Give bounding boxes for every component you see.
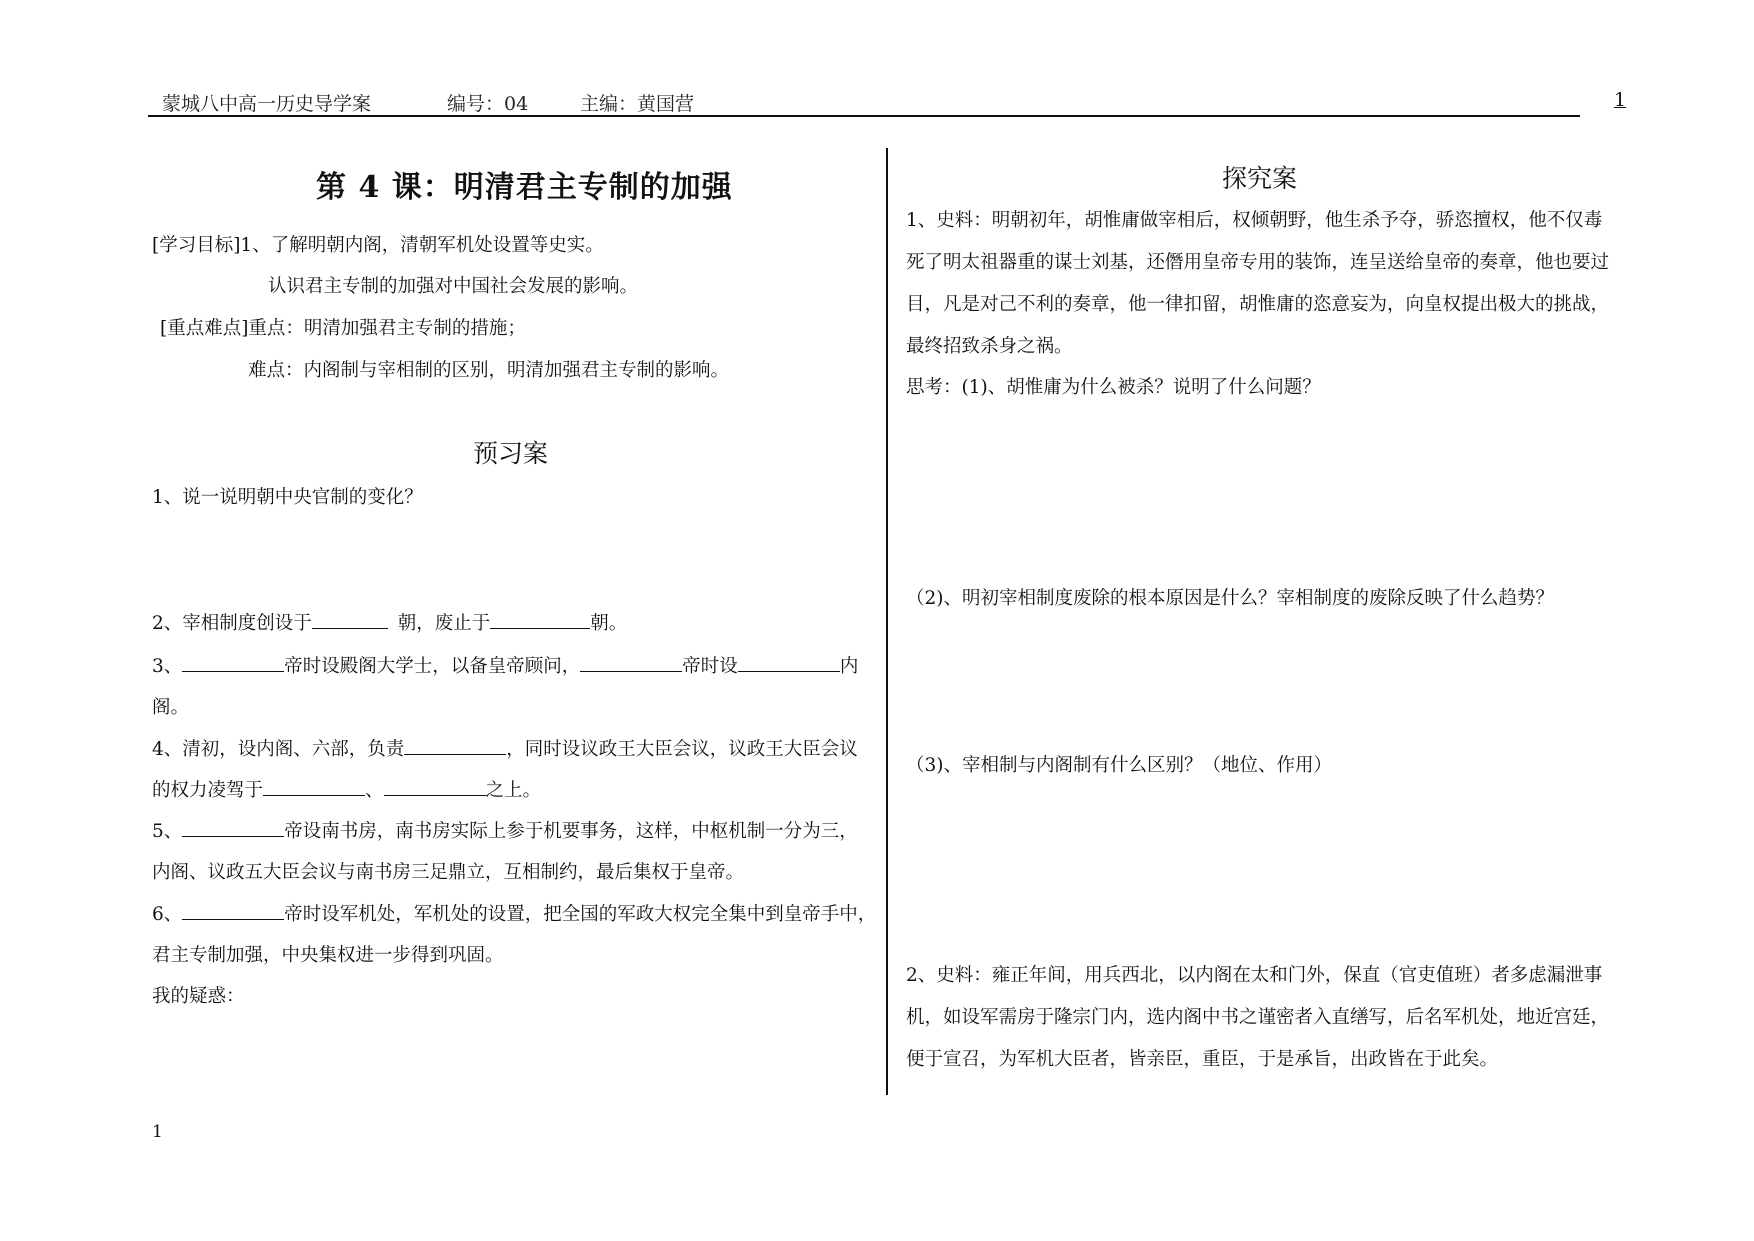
- source-1-line-1: 1、史料：明朝初年，胡惟庸做宰相后，权倾朝野，他生杀予夺，骄恣擅权，他不仅毒: [906, 210, 1603, 231]
- question-4: 4、清初，设内阁、六部，负责 ，同时设议政王大臣会议，议政王大臣会议: [152, 735, 858, 761]
- source-2-line-3: 便于宣召，为军机大臣者，皆亲臣，重臣，于是承旨，出政皆在于此矣。: [906, 1049, 1499, 1070]
- question-5: 5、 帝设南书房，南书房实际上参于机要事务，这样，中枢机制一分为三，: [152, 817, 858, 843]
- goals-line-1: [学习目标]1、了解明朝内阁，清朝军机处设置等史实。: [152, 235, 604, 256]
- header-rule: [148, 115, 1580, 117]
- fill-blank[interactable]: [182, 653, 284, 672]
- source-2-line-2: 机，如设军需房于隆宗门内，选内阁中书之谨密者入直缮写，后名军机处，地近宫廷，: [906, 1007, 1610, 1028]
- explore-section-title: 探究案: [1222, 164, 1298, 193]
- preview-section-title: 预习案: [473, 439, 549, 468]
- fill-blank[interactable]: [182, 901, 284, 920]
- header-school: 蒙城八中高一历史导学案: [162, 93, 372, 115]
- question-6: 6、 帝时设军机处，军机处的设置，把全国的军政大权完全集中到皇帝手中，: [152, 900, 876, 926]
- source-2-line-1: 2、史料：雍正年间，用兵西北，以内阁在太和门外，保直（官吏值班）者多虑漏泄事: [906, 965, 1603, 986]
- source-1-line-4: 最终招致杀身之祸。: [906, 336, 1073, 357]
- question-3-line-2: 阁。: [152, 697, 190, 718]
- key-points-line-1: [重点难点]重点：明清加强君主专制的措施；: [160, 318, 526, 339]
- my-doubts-label: 我的疑惑：: [152, 986, 245, 1007]
- column-divider: [886, 148, 888, 1095]
- source-1-line-3: 目，凡是对己不利的奏章，他一律扣留，胡惟庸的恣意妄为，向皇权提出极大的挑战，: [906, 294, 1610, 315]
- header-editor: 主编：黄国营: [580, 93, 695, 115]
- header-number: 编号：04: [447, 93, 529, 115]
- fill-blank[interactable]: [263, 777, 365, 796]
- question-3: 3、 帝时设殿阁大学士，以备皇帝顾问， 帝时设 内: [152, 652, 858, 678]
- question-4-line-2: 的权力凌驾于 、 之上。: [152, 776, 541, 802]
- think-question-1: 思考：(1)、胡惟庸为什么被杀？说明了什么问题？: [906, 377, 1321, 398]
- think-question-2: （2)、明初宰相制度废除的根本原因是什么？宰相制度的废除反映了什么趋势？: [906, 588, 1554, 609]
- fill-blank[interactable]: [580, 653, 682, 672]
- question-5-line-2: 内阁、议政五大臣会议与南书房三足鼎立，互相制约，最后集权于皇帝。: [152, 862, 745, 883]
- lesson-title: 第 4 课：明清君主专制的加强: [316, 170, 733, 205]
- footer-page-number: 1: [152, 1122, 163, 1142]
- fill-blank[interactable]: [490, 610, 590, 629]
- fill-blank[interactable]: [182, 818, 284, 837]
- source-1-line-2: 死了明太祖器重的谋士刘基，还僭用皇帝专用的装饰，连呈送给皇帝的奏章，他也要过: [906, 252, 1610, 273]
- think-question-3: （3)、宰相制与内阁制有什么区别？（地位、作用）: [906, 755, 1332, 776]
- header-page-number: 1: [1614, 89, 1627, 111]
- goals-line-2: 认识君主专制的加强对中国社会发展的影响。: [268, 276, 639, 297]
- fill-blank[interactable]: [312, 610, 388, 629]
- key-points-line-2: 难点：内阁制与宰相制的区别，明清加强君主专制的影响。: [248, 360, 730, 381]
- question-2: 2、宰相制度创设于 朝，废止于 朝。: [152, 609, 627, 635]
- question-6-line-2: 君主专制加强，中央集权进一步得到巩固。: [152, 945, 504, 966]
- fill-blank[interactable]: [738, 653, 840, 672]
- fill-blank[interactable]: [404, 736, 506, 755]
- fill-blank[interactable]: [384, 777, 486, 796]
- question-1: 1、说一说明朝中央官制的变化？: [152, 487, 423, 508]
